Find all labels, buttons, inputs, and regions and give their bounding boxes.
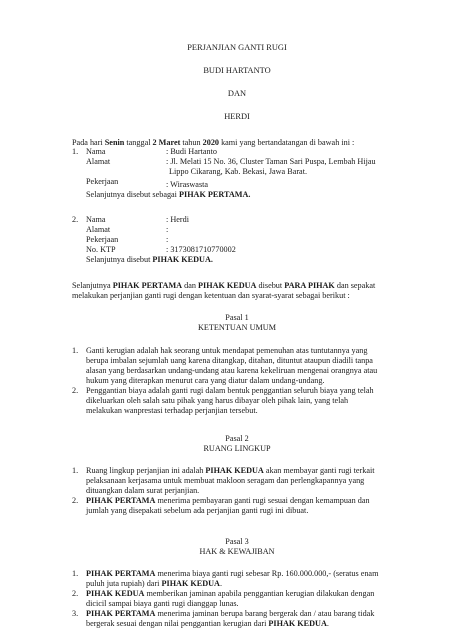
pasal1-item1-line3: alasan yang berdasarkan undang-undang atau karena kekeliruan mengenai orangnya atau: [86, 366, 378, 375]
party1-job-value: : Wiraswasta: [166, 180, 209, 189]
and-heading: DAN: [227, 89, 247, 98]
party2-number: 2.: [72, 215, 79, 224]
party2-heading: HERDI: [224, 112, 250, 121]
pasal1-title: KETENTUAN UMUM: [197, 323, 276, 332]
pasal1-item1-line2: berupa imbalan sejumlah uang karena ditangkap, ditahan, dituntut ataupun diadili tanpa: [86, 356, 373, 365]
party2-ktp-label: No. KTP: [86, 245, 116, 254]
agreement-line2: melakukan perjanjian ganti rugi dengan ketentuan dan syarat-syarat sebagai berikut :: [72, 291, 350, 300]
pasal2-item2-line2: jumlah yang disepakati sebelum ada perjanjian ganti rugi ini dibuat.: [86, 506, 309, 515]
pasal2-item2-line1: PIHAK PERTAMA menerima pembayaran ganti rugi sesuai dengan kemampuan dan: [86, 496, 370, 505]
pasal1-item2-number: 2.: [72, 386, 79, 395]
party1-address-value: : Jl. Melati 15 No. 36, Cluster Taman Sari Puspa, Lembah Hijau: [166, 157, 376, 166]
pasal2-item1-line2: pelaksanaan kerjasama untuk membuat makloon seragam dan perlengkapannya yang: [86, 476, 365, 485]
party1-name-label: Nama: [86, 147, 106, 156]
party1-number: 1.: [72, 147, 79, 156]
pasal3-number: Pasal 3: [225, 537, 249, 546]
pasal3-item3-line2: bergerak sesuai dengan nilai penggantian kerugian dari PIHAK KEDUA.: [86, 619, 329, 628]
pasal2-item2-number: 2.: [72, 496, 79, 505]
party1-designation: Selanjutnya disebut sebagai PIHAK PERTAMA.: [86, 190, 251, 199]
intro-paragraph: Pada hari Senin tanggal 2 Maret tahun 2020 kami yang bertandatangan di bawah ini :: [72, 138, 355, 147]
pasal1-item1-number: 1.: [72, 346, 79, 355]
pasal3-item3-line1: PIHAK PERTAMA menerima jaminan berupa barang bergerak dan / atau barang tidak: [86, 609, 375, 618]
pasal1-item2-line1: Penggantian biaya adalah ganti rugi dalam bentuk penggantian seluruh biaya yang telah: [86, 386, 374, 395]
pasal1-item2-line2: dikeluarkan oleh salah satu pihak yang harus dibayar oleh pihak lain, yang telah: [86, 396, 349, 405]
pasal2-item1-line3: dituangkan dalam surat perjanjian.: [86, 486, 200, 495]
pasal2-title: RUANG LINGKUP: [203, 444, 271, 453]
pasal2-item1-number: 1.: [72, 466, 79, 475]
pasal3-item2-line2: dicicil sampai biaya ganti rugi dianggap lunas.: [86, 599, 239, 608]
party2-name-value: : Herdi: [166, 215, 189, 224]
pasal2-item1-line1: Ruang lingkup perjanjian ini adalah PIHAK KEDUA akan membayar ganti rugi terkait: [86, 466, 375, 475]
pasal3-item2-number: 2.: [72, 589, 79, 598]
party2-address-label: Alamat: [86, 225, 111, 234]
pasal1-item2-line3: melakukan wanprestasi terhadap perjanjian tersebut.: [86, 406, 258, 415]
party1-address-label: Alamat: [86, 157, 111, 166]
pasal3-item3-number: 3.: [72, 609, 79, 618]
pasal3-item2-line1: PIHAK KEDUA memberikan jaminan apabila penggantian kerugian dilakukan dengan: [86, 589, 375, 598]
party1-heading: BUDI HARTANTO: [203, 66, 271, 75]
pasal1-item1-line1: Ganti kerugian adalah hak seorang untuk mendapat pemenuhan atas tuntutannya yang: [86, 346, 368, 355]
party2-job-label: Pekerjaan: [86, 235, 119, 244]
party1-address-line2: Lippo Cikarang, Kab. Bekasi, Jawa Barat.: [169, 167, 308, 176]
pasal1-number: Pasal 1: [225, 313, 249, 322]
party2-job-value: :: [166, 235, 169, 244]
pasal3-title: HAK & KEWAJIBAN: [199, 547, 275, 556]
party2-designation: Selanjutnya disebut PIHAK KEDUA.: [86, 255, 213, 264]
party2-name-label: Nama: [86, 215, 106, 224]
document-title: PERJANJIAN GANTI RUGI: [187, 43, 287, 52]
pasal3-item1-number: 1.: [72, 569, 79, 578]
party2-address-value: :: [166, 225, 169, 234]
pasal2-number: Pasal 2: [225, 434, 249, 443]
party2-ktp-value: : 3173081710770002: [166, 245, 236, 254]
pasal3-item1-line2: puluh juta rupiah) dari PIHAK KEDUA.: [86, 579, 222, 588]
party1-job-label: Pekerjaan: [86, 177, 119, 186]
agreement-line1: Selanjutnya PIHAK PERTAMA dan PIHAK KEDUA disebut PARA PIHAK dan sepakat: [72, 281, 376, 290]
party1-name-value: : Budi Hartanto: [166, 147, 217, 156]
pasal1-item1-line4: hukum yang diterapkan menurut cara yang diatur dalam undang-undang.: [86, 376, 325, 385]
pasal3-item1-line1: PIHAK PERTAMA menerima biaya ganti rugi sebesar Rp. 160.000.000,- (seratus enam: [86, 569, 379, 578]
